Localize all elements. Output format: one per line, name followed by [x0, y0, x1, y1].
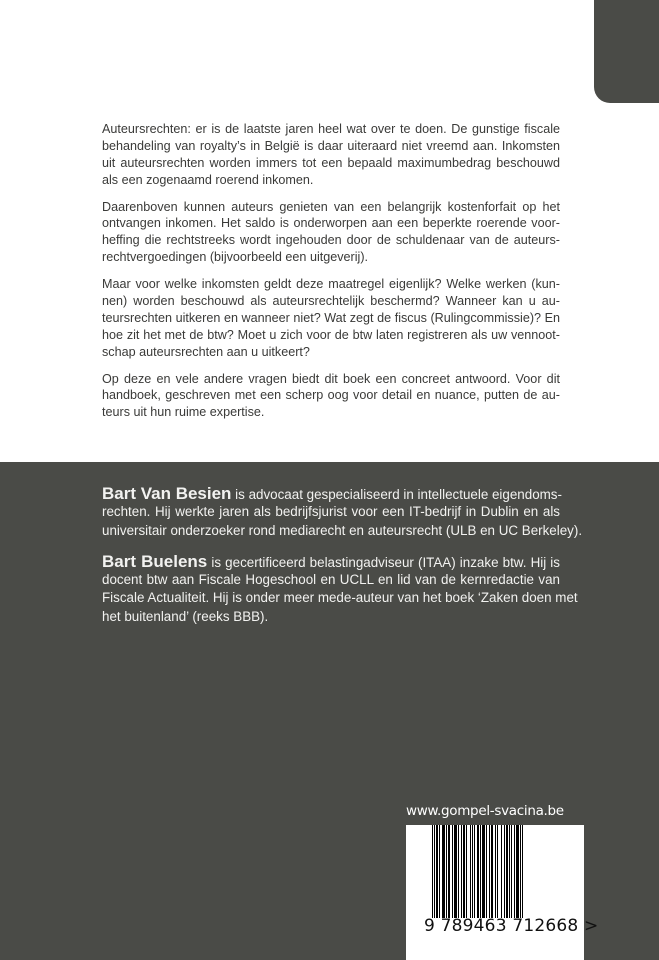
book-description — [102, 121, 560, 431]
text-line: Auteursrechten: er is de laatste jaren heel wat over te doen. De gunstige fiscale — [102, 122, 560, 136]
author-bio — [102, 484, 583, 540]
barcode-bar — [522, 825, 523, 918]
text-line: het buitenland’ (reeks BBB). — [102, 608, 269, 624]
text-line: teurs uit hun ruime expertise. — [102, 405, 265, 420]
text-line: handboek, geschreven met een scherp oog voor detail en nuance, putten de au- — [102, 388, 560, 403]
text-line: rechten. Hij werkte jaren als bedrijfsjurist voor een IT-bedrijf in Dublin en als — [102, 504, 560, 520]
text-line: heffing die rechtstreeks wordt ingehouden door de schuldenaar van de auteurs- — [102, 233, 560, 248]
publisher-url[interactable]: www.gompel-svacina.be — [406, 803, 564, 819]
description-paragraph — [102, 371, 560, 422]
text-line: teursrechten uitkeren en wanneer niet? Wat zegt de fiscus (Rulingcommissie)? En — [102, 310, 560, 325]
text-line: schap auteursrechten aan u uitkeert? — [102, 344, 310, 359]
author-bios — [102, 484, 583, 639]
description-paragraph — [102, 199, 560, 267]
text-line: Fiscale Actualiteit. Hij is onder meer mede-auteur van het boek ‘Zaken doen met — [102, 590, 578, 606]
text-line: behandeling van royalty’s in België is daar uiteraard niet vreemd aan. Inkomsten — [102, 138, 560, 153]
text-line: universitair onderzoeker rond mediarecht en auteursrecht (ULB en UC Berkeley). — [102, 522, 583, 538]
text-line — [102, 553, 560, 571]
isbn-digits: 9 789463 712668 > — [424, 916, 599, 936]
bio-text: is gecertificeerd belastingadviseur (ITAA) inzake btw. Hij is — [207, 554, 560, 570]
bio-text: is advocaat gespecialiseerd in intellectuele eigendoms- — [231, 487, 562, 502]
text-line: Maar voor welke inkomsten geldt deze maatregel eigenlijk? Welke werken (kun- — [102, 277, 560, 292]
author-name: Bart Buelens — [102, 551, 208, 571]
description-paragraph — [102, 121, 560, 189]
cover-tab-decoration — [594, 0, 659, 103]
text-line: rechtvergoedingen (bijvoorbeeld een uitgeverij). — [102, 250, 369, 265]
text-line: als een zogenaamd roerend inkomen. — [102, 172, 314, 187]
text-line: Daarenboven kunnen auteurs genieten van een belangrijk kostenforfait op het — [102, 199, 560, 214]
text-line: Op deze en vele andere vragen biedt dit boek een concreet antwoord. Voor dit — [102, 371, 560, 386]
text-line: uit auteursrechten worden immers tot een bepaald maximumbedrag beschouwd — [102, 155, 560, 170]
barcode-bars — [432, 825, 562, 918]
isbn-barcode — [406, 825, 599, 960]
text-line: docent btw aan Fiscale Hogeschool en UCLL en lid van de kernredactie van — [102, 572, 560, 588]
text-line: ontvangen inkomen. Het saldo is onderworpen aan een beperkte roerende voor- — [102, 216, 560, 231]
author-name: Bart Van Besien — [102, 484, 232, 503]
text-line: nen) worden beschouwd als auteursrechtelijk beschermd? Wanneer kan u au- — [102, 294, 560, 309]
text-line: hoe zit het met de btw? Moet u zich voor de btw laten registreren als uw vennoot- — [102, 327, 560, 342]
author-bio — [102, 551, 578, 626]
text-line — [102, 485, 560, 503]
description-paragraph — [102, 276, 560, 360]
